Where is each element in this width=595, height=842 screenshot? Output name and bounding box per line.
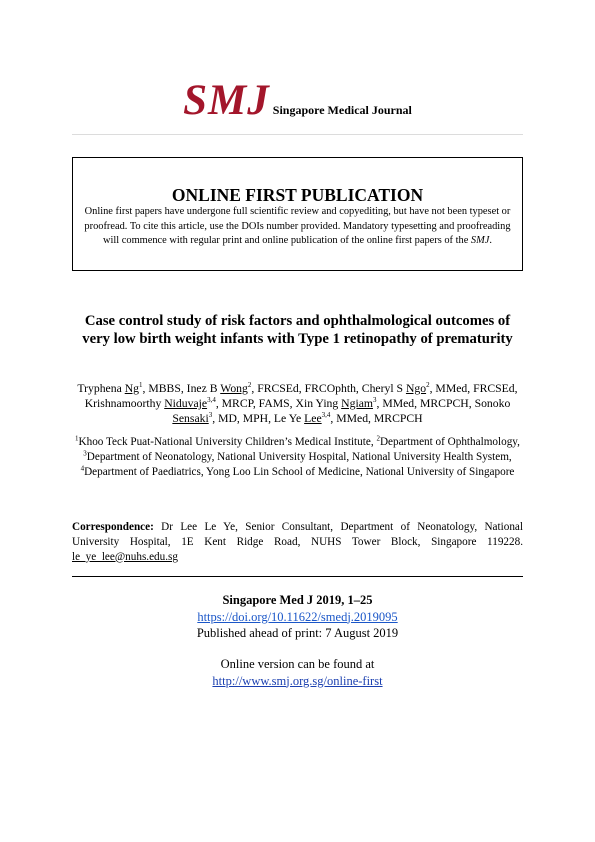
author: Le Ye Lee$^{3,4}$, MMed, MRCPCH: [273, 410, 423, 425]
author: Tryphena Ng$^1$, MBBS,: [77, 381, 187, 395]
online-version: [72, 656, 523, 689]
online-first-notice: [72, 157, 523, 271]
journal-logo: SMJ: [183, 77, 270, 124]
author-surname: Niduvaje: [164, 396, 208, 410]
notice-title: ONLINE FIRST PUBLICATION: [171, 185, 424, 205]
correspondence-email[interactable]: le_ye_lee@nuhs.edu.sg: [72, 550, 178, 563]
affiliation: Department of Ophthalmology,: [379, 436, 520, 448]
citation-block: [72, 592, 523, 642]
author-surname: Sensaki: [172, 411, 209, 425]
author: Xin Ying Ngiam$^3$, MMed, MRCPCH,: [295, 395, 475, 410]
author: Cheryl S Ngo$^2$, MMed, FRCSEd,: [361, 381, 518, 395]
correspondence-label: Correspondence:: [72, 521, 154, 533]
masthead-divider: [72, 134, 523, 135]
author-surname: Wong: [220, 382, 248, 395]
journal-abbrev: SMJ: [470, 235, 490, 246]
online-first-link[interactable]: http://www.smj.org.sg/online-first: [212, 673, 383, 688]
publish-date: Published ahead of print: 7 August 2019: [196, 626, 399, 640]
citation-reference: Singapore Med J 2019, 1–25: [222, 593, 373, 607]
author: Sonoko Sensaki$^3$, MD, MPH,: [172, 396, 511, 425]
notice-text: Online first papers have undergone full scientific review and copyediting, but have not been typeset or proofread. To cite this article, use the DOIs number provided. Mandatory typesetting and proofreading will commence with regular print and online publication of the online first papers of the SMJ.: [84, 206, 511, 246]
author-surname: Ngiam: [341, 396, 373, 410]
affiliation: Department of Neonatology, National University Hospital, National University Health System,: [86, 450, 512, 463]
author-surname: Ng: [124, 382, 139, 395]
author-surname: Ngo: [405, 382, 427, 395]
section-divider: [72, 576, 523, 577]
author-surname: Lee: [304, 411, 322, 425]
journal-name: Singapore Medical Journal: [272, 103, 412, 117]
masthead: [0, 76, 595, 126]
correspondence: Correspondence: Dr Lee Le Ye, Senior Consultant, Department of Neonatology, National University Hospital, 1E Kent Ridge Road, NUHS Tower Block, Singapore 119228. le_ye_lee@nuhs.edu.sg: [72, 521, 523, 563]
author: Krishnamoorthy Niduvaje$^{3,4}$, MRCP, FAMS,: [84, 395, 296, 410]
affiliation: Department of Paediatrics, Yong Loo Lin School of Medicine, National University of Singapore: [84, 465, 515, 478]
doi-link[interactable]: https://doi.org/10.11622/smedj.2019095: [197, 609, 398, 624]
online-version-text: Online version can be found at: [220, 657, 375, 671]
affiliations: $^1$Khoo Teck Puat-National University Children’s Medical Institute, $^2$Department of Ophthalmology, $^3$Department of Neonatology, National University Hospital, National University Health System, $^4$Department of Paediatrics, Yong Loo Lin School of Medicine, National University of Singapore: [75, 434, 520, 478]
author-list: [72, 382, 523, 426]
article-title: Case control study of risk factors and ophthalmological outcomes of very low birth weight infants with Type 1 retinopathy of prematurity: [82, 313, 513, 347]
author: Inez B Wong$^2$, FRCSEd, FRCOphth,: [186, 381, 362, 395]
affiliation: Khoo Teck Puat-National University Children’s Medical Institute,: [78, 436, 377, 448]
